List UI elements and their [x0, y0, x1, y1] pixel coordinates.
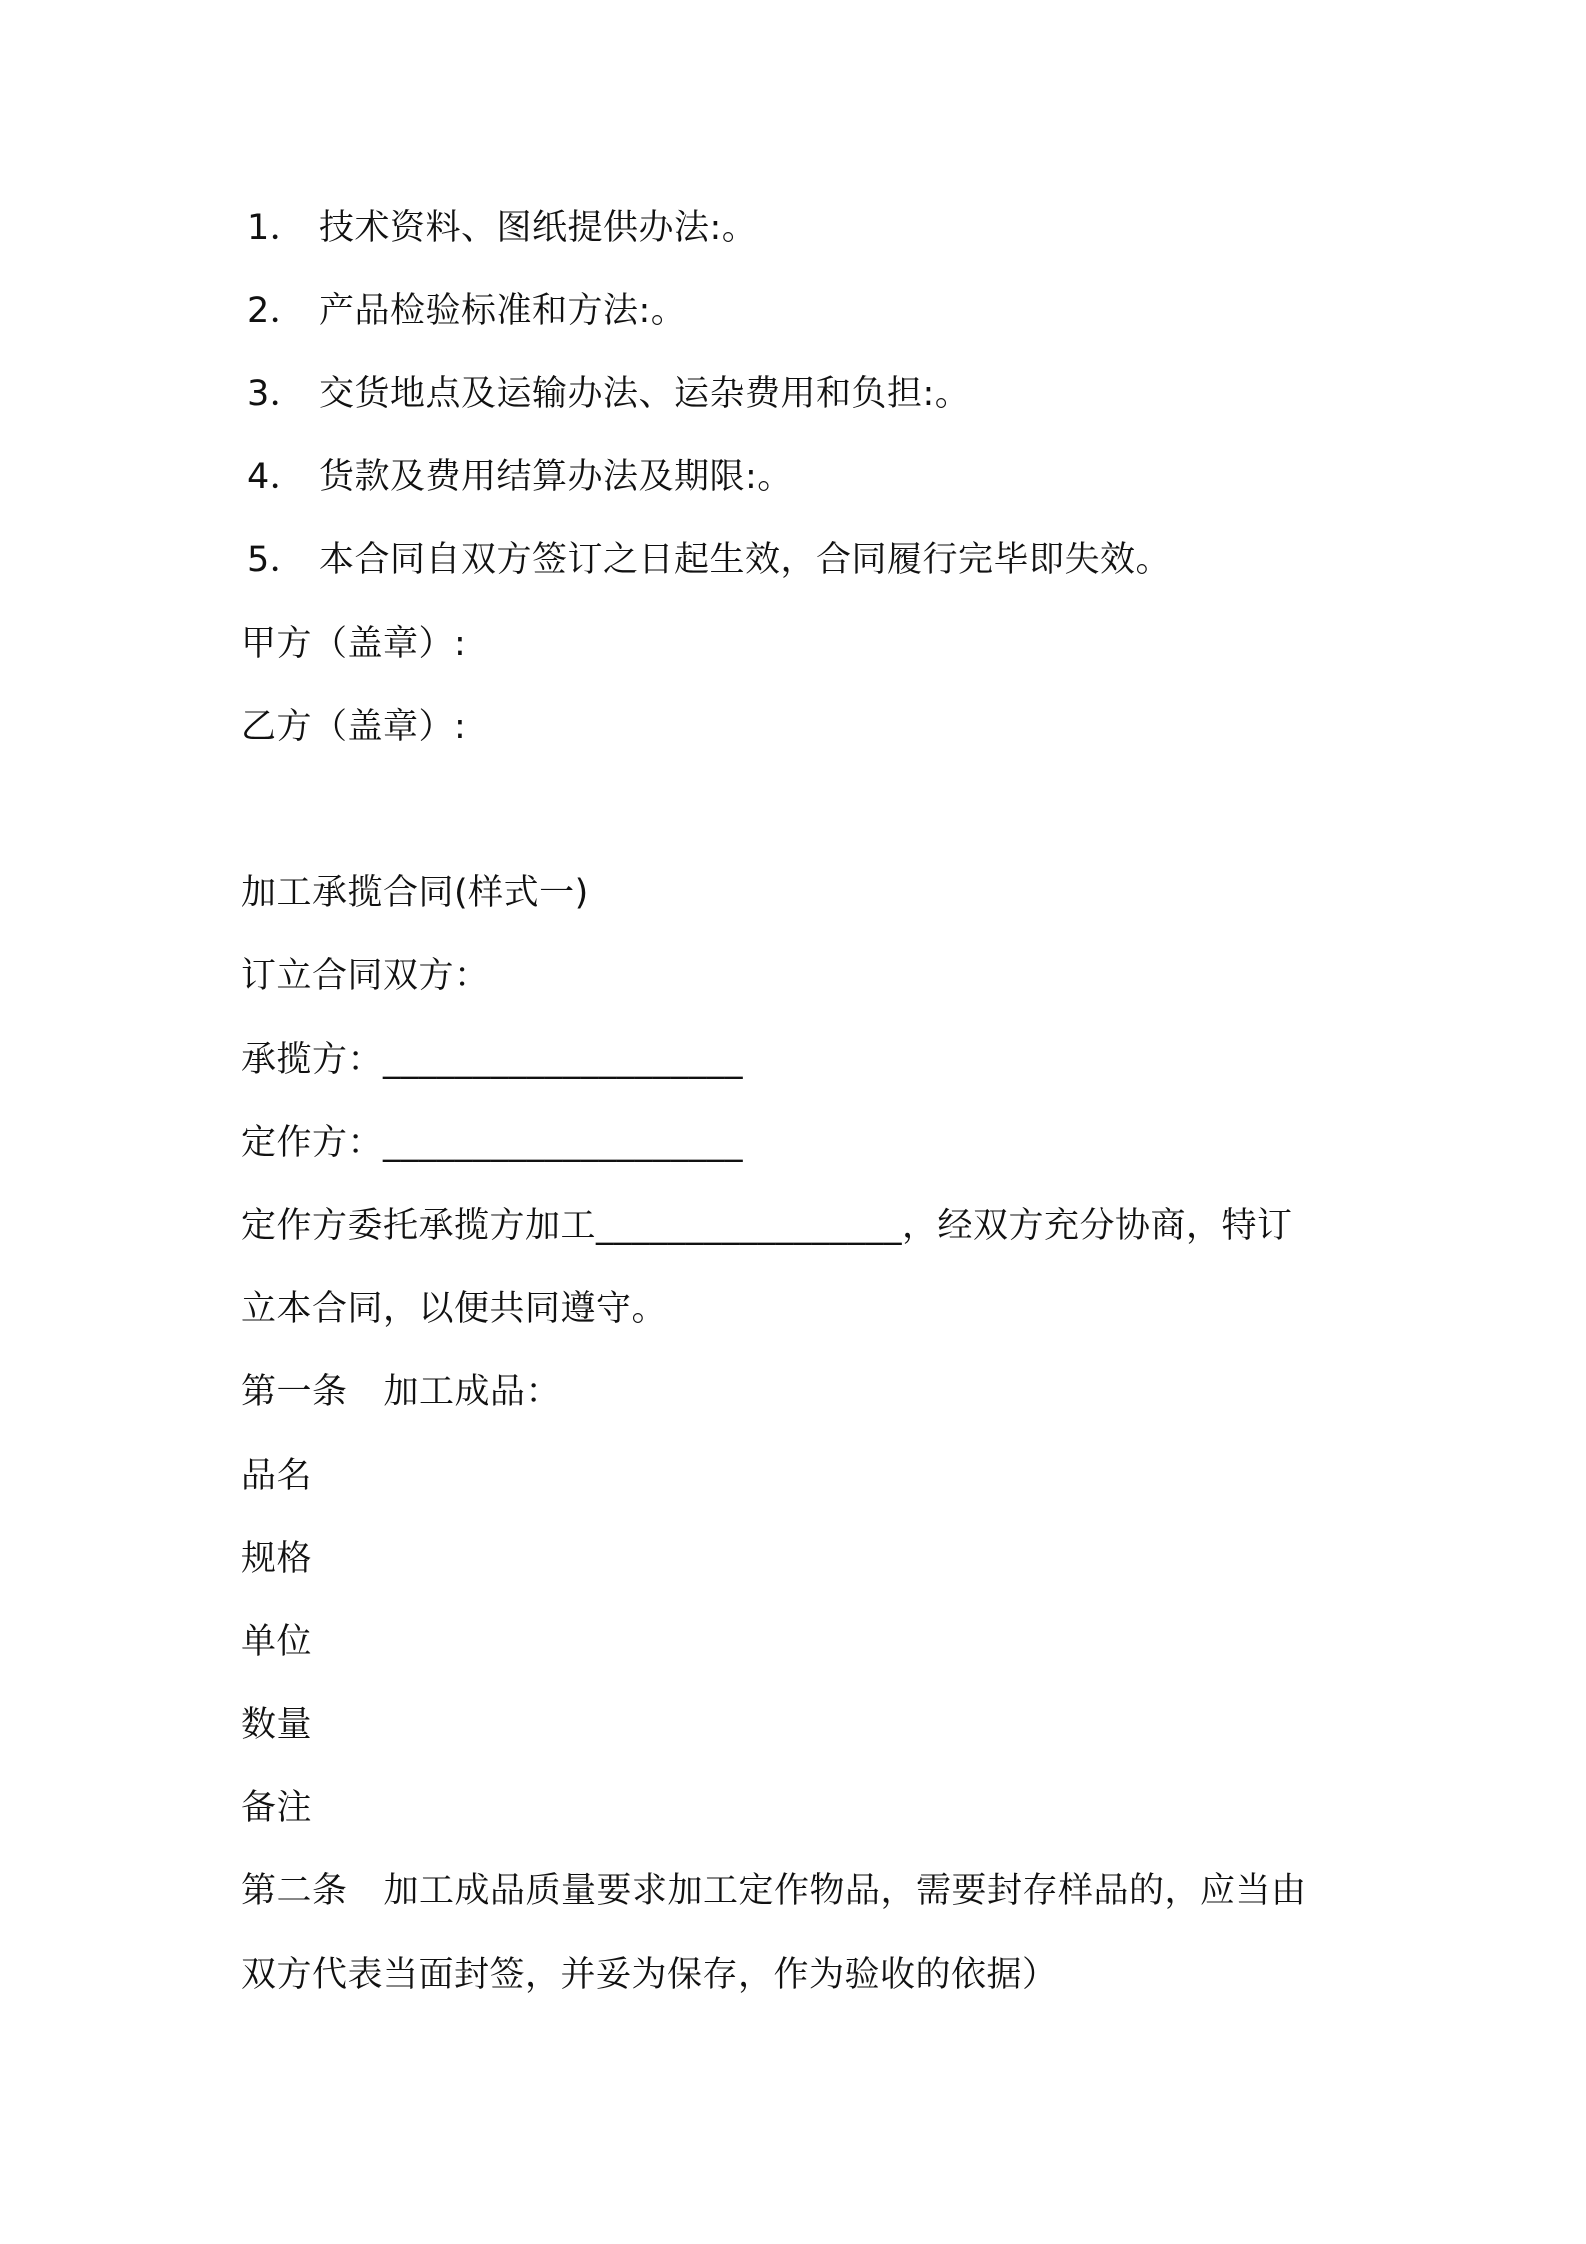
article-2 [241, 1866, 1307, 1916]
clause-text: 交货地点及运输办法、运杂费用和负担:。 [319, 374, 971, 414]
clause-number: 5． [247, 540, 306, 580]
clause-number: 2． [247, 291, 306, 331]
clause-text: 产品检验标准和方法:。 [319, 291, 687, 331]
clause-2 [241, 286, 686, 336]
orderer-line: 定作方：____________________ [241, 1123, 744, 1163]
clause-text: 技术资料、图纸提供办法:。 [319, 208, 758, 248]
party-a-seal: 甲方（盖章）: [241, 624, 467, 664]
entrust-line-2: 立本合同，以便共同遵守。 [241, 1289, 668, 1329]
article-2-line-2: 双方代表当面封签，并妥为保存，作为验收的依据） [241, 1955, 1058, 1995]
clause-3 [241, 369, 970, 419]
clause-text: 货款及费用结算办法及期限:。 [319, 457, 793, 497]
article-text: 加工成品质量要求加工定作物品，需要封存样品的，应当由 [383, 1871, 1307, 1911]
clause-number: 3． [247, 374, 306, 414]
clause-5 [241, 535, 1171, 585]
field-spec: 规格 [241, 1539, 313, 1579]
article-text: 加工成品： [383, 1372, 562, 1412]
article-1 [241, 1367, 561, 1417]
entrust-line-1: 定作方委托承揽方加工_________________，经双方充分协商，特订 [241, 1206, 1293, 1246]
field-remark: 备注 [241, 1788, 313, 1828]
clause-1 [241, 203, 757, 253]
clause-number: 4． [247, 457, 306, 497]
field-unit: 单位 [241, 1622, 313, 1662]
party-b-seal: 乙方（盖章）: [241, 707, 467, 747]
parties-heading: 订立合同双方： [241, 956, 490, 996]
clause-text: 本合同自双方签订之日起生效，合同履行完毕即失效。 [319, 540, 1172, 580]
clause-4 [241, 452, 793, 502]
field-name: 品名 [241, 1456, 313, 1496]
contractor-line: 承揽方：____________________ [241, 1040, 744, 1080]
field-quantity: 数量 [241, 1705, 313, 1745]
contract-title: 加工承揽合同(样式一) [241, 873, 589, 913]
clause-number: 1． [247, 208, 306, 248]
article-label: 第一条 [241, 1372, 348, 1412]
article-label: 第二条 [241, 1871, 348, 1911]
